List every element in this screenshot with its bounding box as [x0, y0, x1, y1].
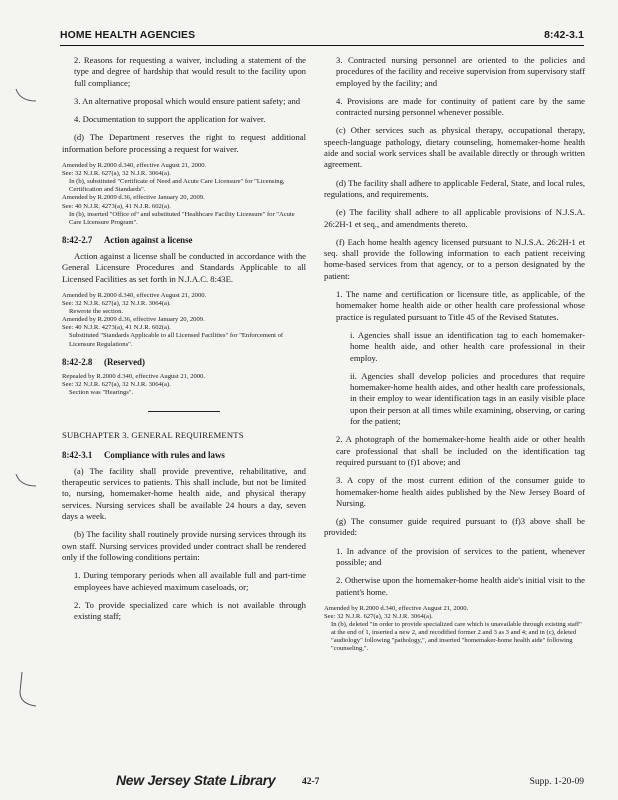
section-title: Compliance with rules and laws	[104, 449, 225, 460]
history-line: Amended by R.2000 d.340, effective August 21, 2000.	[324, 604, 469, 612]
history-line: Repealed by R.2000 d.340, effective August 21, 2000.	[62, 372, 206, 380]
history-note-2-7	[62, 292, 306, 349]
history-line: Rewrote the section.	[69, 308, 124, 316]
section-2-7-text: Action against a license shall be conducted in accordance with the General Licensure Procedures and Standards Applicable to all Licensed Facilities as set forth in N.J.A.C. 8:43E.	[62, 251, 306, 284]
section-number: 8:42-2.8	[62, 356, 93, 367]
page-number: 42-7	[302, 777, 320, 787]
subchapter-heading: SUBCHAPTER 3. GENERAL REQUIREMENTS	[62, 430, 244, 441]
header-title: HOME HEALTH AGENCIES	[60, 30, 196, 41]
left-margin-mark-3	[14, 668, 40, 712]
section-title: Action against a license	[104, 234, 193, 245]
paragraph-g-1: 1. In advance of the provision of services to the patient, whenever possible; and	[336, 545, 585, 567]
paragraph-f-1-ii: ii. Agencies shall develop policies and procedures that require homemaker-home health aides, and other health care professionals, in their employ to wear identification tags in an easily visible place upon their person at all times while examining, observing, or caring for the patient;	[350, 370, 585, 427]
history-line: In (b), deleted "in order to provide specialized care which is unavailable through existing staff" at the end of 1, inserted a new 2, and recodified former 2 and 3 as 3 and 4; and in (c), deleted "audiology" following "pathology,", and inserted "homemaker-home health aide" following "counseling,".	[331, 621, 582, 653]
running-header	[60, 29, 584, 46]
history-line: Amended by R.2000 d.340, effective August 21, 2000.	[62, 292, 207, 300]
history-line: Substituted "Standards Applicable to all Licensed Facilities" for "Enforcement of Licensure Regulations".	[69, 332, 284, 348]
header-section-number: 8:42-3.1	[544, 30, 584, 41]
history-line: In (b), inserted "Office of" and substituted "Healthcare Facility Licensure" for "Acute Care Licensure Program".	[69, 210, 295, 226]
section-heading-2-7	[62, 235, 306, 246]
history-line: Amended by R.2000 d.340, effective August 21, 2000.	[62, 162, 207, 170]
paragraph-f-1-i: i. Agencies shall issue an identification tag to each homemaker-home health aide, and other health care professional in their employ.	[350, 329, 585, 363]
left-margin-mark-1	[14, 85, 40, 107]
waiver-item-2: 2. Reasons for requesting a waiver, including a statement of the type and degree of hardship that would result to the facility upon full compliance;	[74, 55, 306, 88]
history-note-3-1	[324, 605, 585, 654]
history-line: Amended by R.2009 d.36, effective January 20, 2009.	[62, 194, 205, 202]
history-line: See: 32 N.J.R. 627(a), 32 N.J.R. 3064(a).	[62, 300, 171, 308]
paragraph-g: (g) The consumer guide required pursuant to (f)3 above shall be provided:	[324, 516, 585, 538]
paragraph-b-1: 1. During temporary periods when all available full and part-time employees have achieved maximum caseloads, or;	[74, 570, 306, 592]
paragraph-f: (f) Each home health agency licensed pursuant to N.J.S.A. 26:2H-1 et seq. shall provide the following information to each patient receiving home-based services from that agency, or to a person designated by the patient:	[324, 236, 585, 281]
paragraph-b-2: 2. To provide specialized care which is not available through existing staff;	[74, 599, 306, 622]
waiver-item-3: 3. An alternative proposal which would ensure patient safety; and	[74, 95, 301, 106]
paragraph-f-2: 2. A photograph of the homemaker-home health aide or other health care professional that shall be included on the identification tag required pursuant to (f)1 above; and	[336, 434, 585, 467]
history-line: See: 32 N.J.R. 627(a), 32 N.J.R. 3064(a).	[62, 170, 171, 178]
left-column	[62, 55, 306, 629]
paragraph-c: (c) Other services such as physical therapy, occupational therapy, speech-language pathology, dietary counseling, homemaker-home health aide and social work services shall be available directly or through written agreement.	[324, 125, 585, 170]
history-note-2-6	[62, 162, 306, 227]
section-divider	[148, 411, 220, 412]
paragraph-b: (b) The facility shall routinely provide nursing services through its own staff. Nursing services provided under contract shall be rendered only if the following conditions pertain:	[62, 529, 306, 562]
paragraph-b-3: 3. Contracted nursing personnel are oriented to the policies and procedures of the facility and receive supervision from supervisory staff employed by the facility; and	[336, 55, 585, 88]
paragraph-f-3: 3. A copy of the most current edition of the consumer guide to homemaker-home health aides published by the New Jersey Board of Nursing.	[336, 475, 585, 508]
paragraph-f-1: 1. The name and certification or licensure title, as applicable, of the homemaker home health aide or other health care professional whose practice is regulated pursuant to Title 45 of the Revised Statutes.	[336, 289, 585, 322]
library-stamp: New Jersey State Library	[116, 772, 276, 788]
history-line: See: 40 N.J.R. 4273(a), 41 N.J.R. 602(a).	[62, 324, 171, 332]
supplement-date: Supp. 1-20-09	[529, 777, 584, 787]
paragraph-g-2: 2. Otherwise upon the homemaker-home health aide's initial visit to the patient's home.	[336, 575, 585, 597]
history-line: Section was "Hearings".	[69, 389, 134, 397]
history-line: See: 32 N.J.R. 627(a), 32 N.J.R. 3064(a).	[62, 381, 171, 389]
history-note-2-8	[62, 373, 306, 397]
waiver-item-4: 4. Documentation to support the application for waiver.	[74, 114, 266, 125]
paragraph-d: (d) The facility shall adhere to applicable Federal, State, and local rules, regulations, and requirements.	[324, 177, 585, 199]
section-number: 8:42-2.7	[62, 234, 93, 245]
history-line: See: 40 N.J.R. 4273(a), 41 N.J.R. 602(a).	[62, 202, 171, 210]
section-number: 8:42-3.1	[62, 449, 93, 460]
right-column	[324, 55, 585, 661]
paragraph-e: (e) The facility shall adhere to all applicable provisions of N.J.S.A. 26:2H-1 et seq., and amendments thereto.	[324, 207, 585, 229]
section-heading-2-8	[62, 357, 306, 368]
left-margin-mark-2	[14, 470, 40, 492]
section-heading-3-1	[62, 450, 306, 461]
history-line: See: 32 N.J.R. 627(a), 32 N.J.R. 3064(a).	[324, 612, 433, 620]
history-line: Amended by R.2009 d.36, effective January 20, 2009.	[62, 316, 205, 324]
paragraph-d: (d) The Department reserves the right to request additional information before processing a request for waiver.	[62, 132, 306, 154]
paragraph-a: (a) The facility shall provide preventive, rehabilitative, and therapeutic services to patients. This shall include, but not be limited to, nursing, homemaker-home health aide, and physical therapy services. Nursing services shall be available 24 hours a day, seven days a week.	[62, 465, 306, 522]
history-line: In (b), substituted "Certificate of Need and Acute Care Licensure" for "Licensing, Certification and Standards".	[69, 178, 285, 194]
section-title: (Reserved)	[104, 356, 145, 367]
paragraph-b-4: 4. Provisions are made for continuity of patient care by the same contracted nursing personnel whenever possible.	[336, 95, 585, 118]
